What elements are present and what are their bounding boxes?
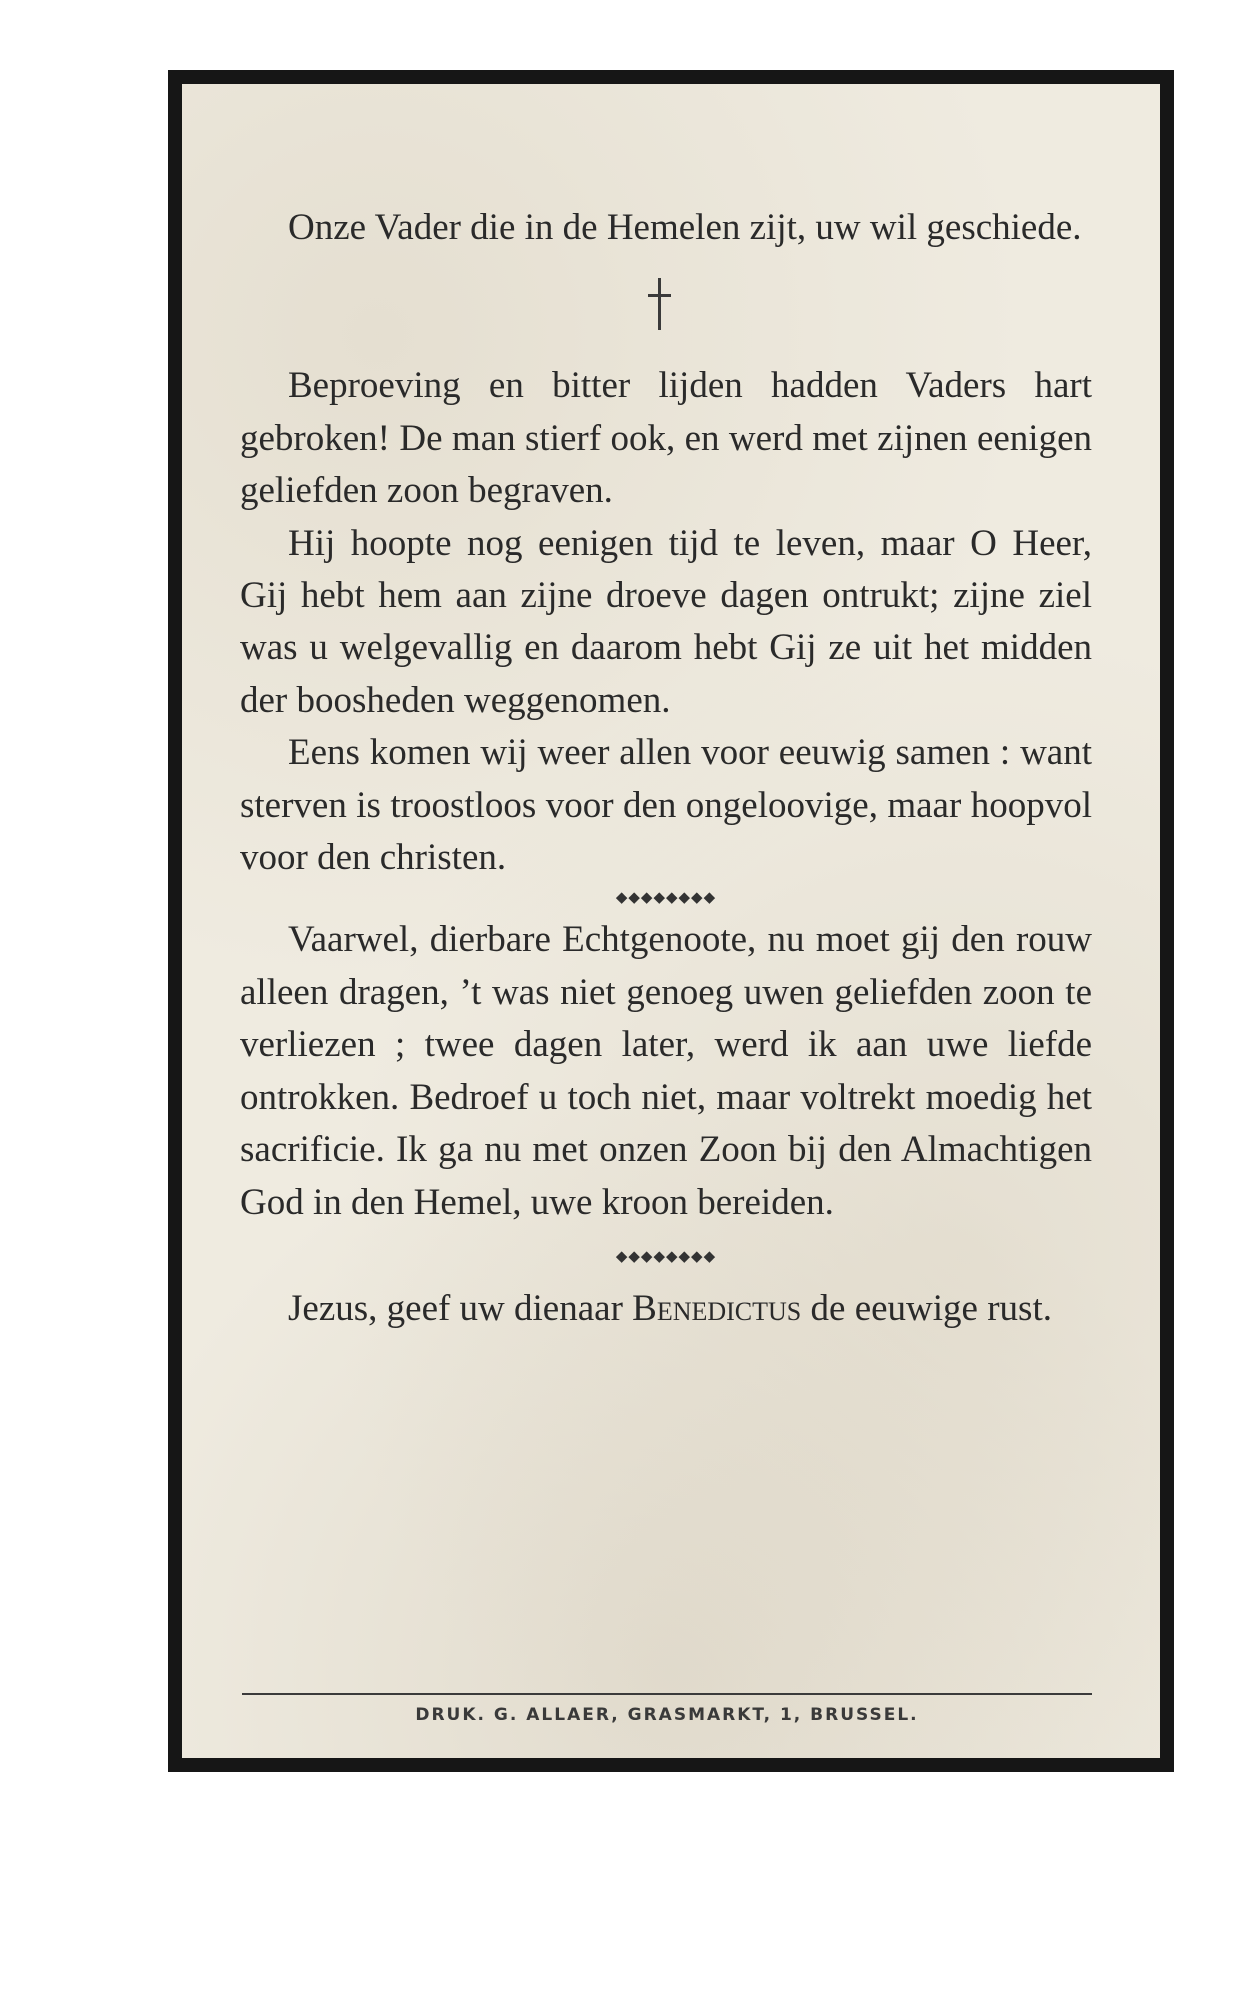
closing-prayer [240, 1283, 1092, 1335]
ornament-divider: ◆◆◆◆◆◆◆◆ [615, 888, 717, 907]
paragraph-farewell: Vaarwel, dierbare Echtgenoote, nu moet gij den rouw alleen dragen, ’t was niet genoeg uwen geliefden zoon te verliezen ; twee dagen later, werd ik aan uwe liefde ontrokken. Bedroef u toch niet, maar voltrekt moedig het sacrificie. Ik ga nu met onzen Zoon bij den Almachtigen God in den Hemel, uwe kroon bereiden. [240, 919, 1092, 1223]
cross-vertical [658, 278, 661, 330]
printer-imprint: DRUK. G. ALLAER, GRASMARKT, 1, BRUSSEL. [415, 1705, 919, 1725]
memorial-card [168, 70, 1174, 1772]
paragraph-reunion: Eens komen wij weer allen voor eeuwig samen : want sterven is troostloos voor den ongeloovige, maar hoopvol voor den christen. [240, 732, 1092, 879]
latin-cross-icon [240, 266, 1092, 332]
paragraph-grief: Beproeving en bitter lijden hadden Vaders hart gebroken! De man stierf ook, en werd met zijnen eenigen geliefden zoon begraven. [240, 365, 1092, 512]
deceased-name: Benedictus [632, 1287, 802, 1329]
closing-text-start: Jezus, geef uw dienaar [288, 1287, 633, 1329]
footer-rule [242, 1693, 1092, 1695]
cross-horizontal [648, 294, 671, 297]
paragraph-hope: Hij hoopte nog eenigen tijd te leven, maar O Heer, Gij hebt hem aan zijne droeve dagen ontrukt; zijne ziel was u welgevallig en daarom hebt Gij ze uit het midden der boosheden weggenomen. [240, 522, 1092, 721]
closing-text-end: de eeuwige rust. [801, 1287, 1052, 1329]
card-paper [182, 84, 1160, 1758]
ornament-divider: ◆◆◆◆◆◆◆◆ [615, 1246, 717, 1265]
prayer-line: Onze Vader die in de Hemelen zijt, uw wil geschiede. [288, 207, 1082, 248]
card-text [240, 202, 1092, 1335]
